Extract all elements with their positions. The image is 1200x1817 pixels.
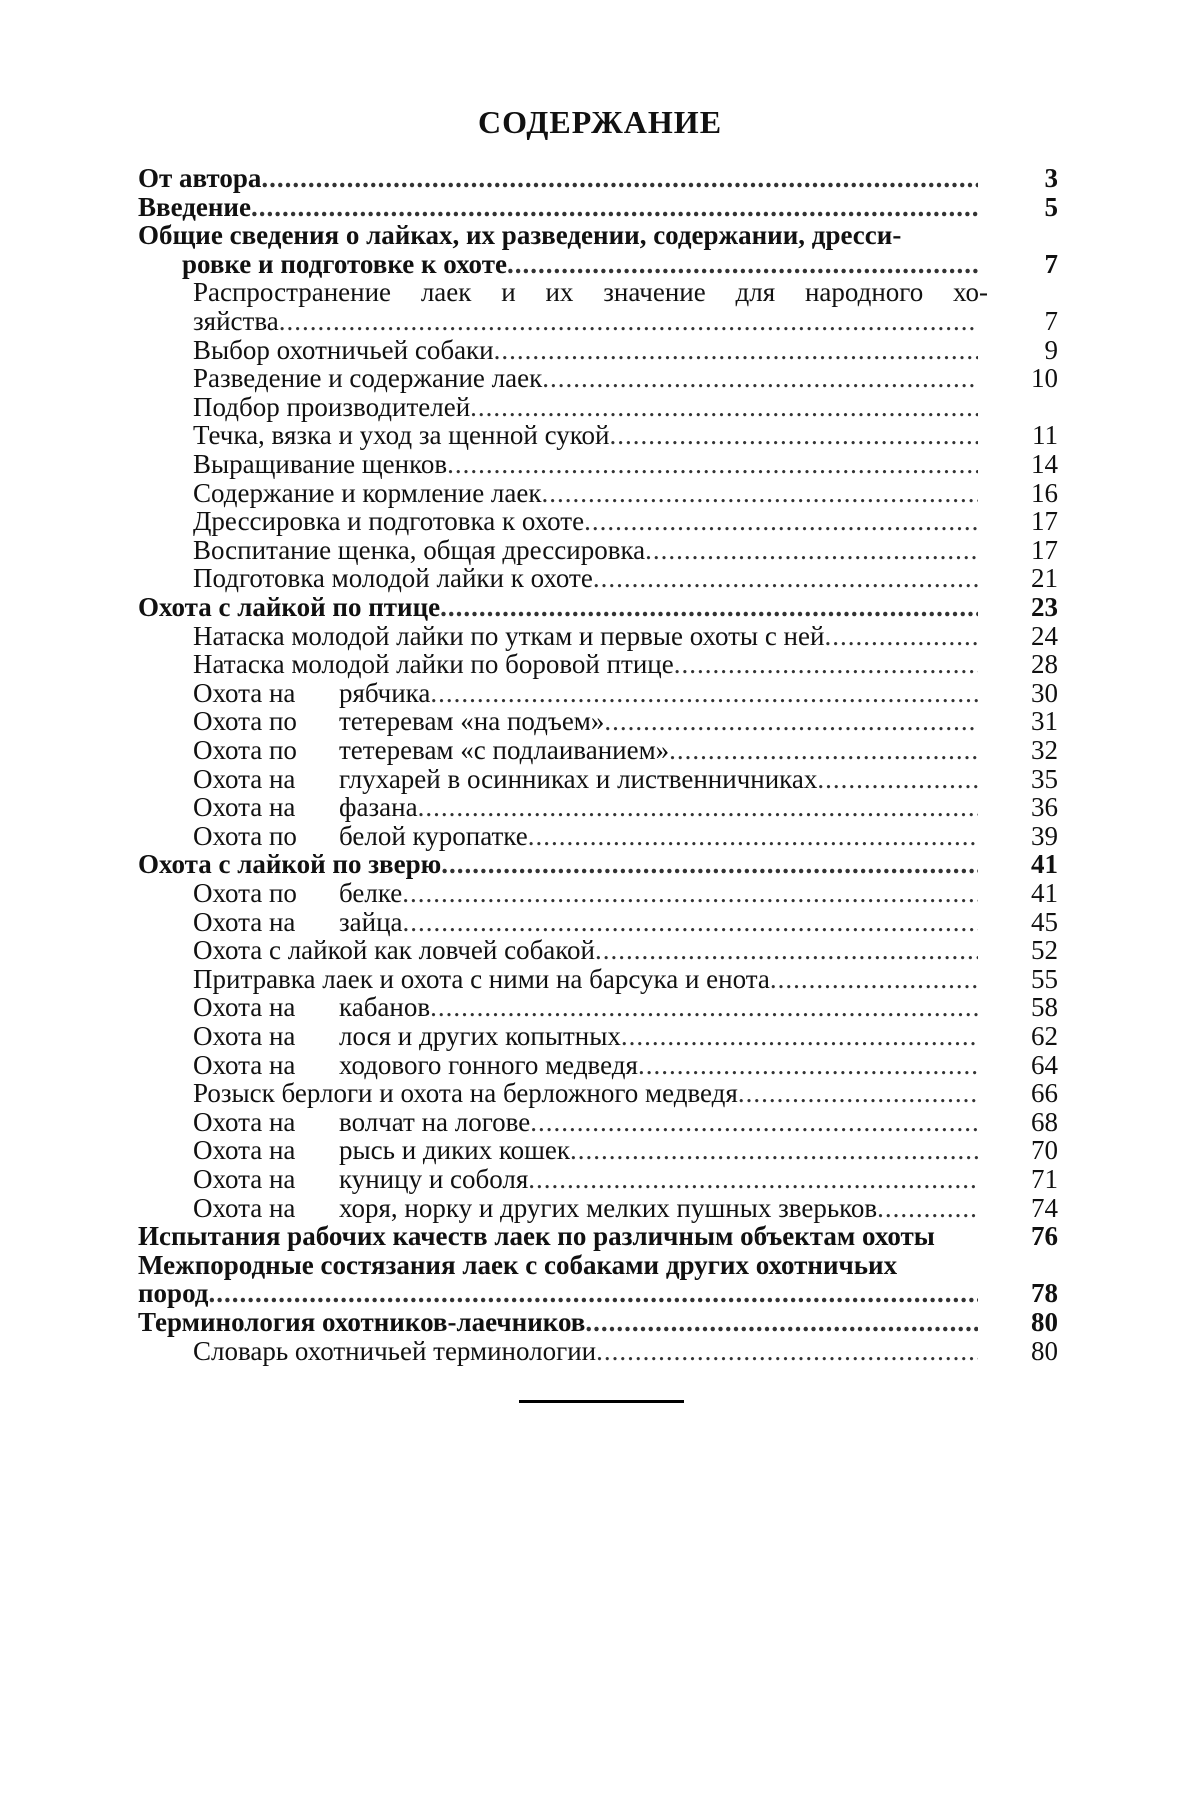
dot-leader bbox=[528, 822, 978, 851]
toc-page-number: 30 bbox=[1031, 677, 1058, 708]
toc-page-number: 39 bbox=[1031, 820, 1058, 851]
toc-page-number: 78 bbox=[1031, 1278, 1058, 1309]
dot-leader bbox=[604, 707, 978, 736]
toc-entry-title: Течка, вязка и уход за щенной сукой bbox=[193, 420, 610, 451]
toc-entry bbox=[193, 793, 1058, 822]
dot-leader bbox=[596, 1337, 978, 1366]
toc-entry bbox=[193, 1165, 1058, 1194]
dot-leader bbox=[430, 679, 978, 708]
toc-entry-title: Притравка лаек и охота с ними на барсука и енота bbox=[193, 963, 770, 994]
dot-leader bbox=[494, 336, 978, 365]
toc-entry bbox=[138, 221, 1058, 250]
dot-leader bbox=[817, 765, 978, 794]
toc-entry bbox=[193, 822, 1058, 851]
dot-leader bbox=[645, 536, 978, 565]
toc-entry-title: Подбор производителей bbox=[193, 391, 471, 422]
toc-entry bbox=[193, 1022, 1058, 1051]
toc-entry bbox=[193, 336, 1058, 365]
toc-entry bbox=[193, 736, 1058, 765]
toc-entry-prefix: Охота на bbox=[193, 1164, 296, 1194]
toc-entry bbox=[193, 936, 1058, 965]
toc-entry-title: тетеревам «на подъем» bbox=[339, 706, 605, 737]
toc-entry-prefix: Охота на bbox=[193, 1106, 296, 1137]
dot-leader bbox=[441, 850, 978, 879]
toc-entry-title: тетеревам «с подлаиванием» bbox=[339, 735, 670, 765]
toc-entry bbox=[193, 765, 1058, 794]
toc-page-number: 76 bbox=[1031, 1221, 1058, 1252]
toc-entry-prefix: Охота на bbox=[193, 792, 296, 823]
toc-entry bbox=[193, 393, 1058, 422]
toc-page-number: 31 bbox=[1031, 706, 1058, 737]
toc-entry-title: рысь и диких кошек bbox=[339, 1135, 571, 1166]
toc-page-number: 41 bbox=[1031, 849, 1058, 880]
toc-page-number: 24 bbox=[1031, 620, 1058, 651]
toc-page-number: 74 bbox=[1031, 1192, 1058, 1223]
toc-entry-title: хоря, норку и других мелких пушных зверьков bbox=[339, 1192, 878, 1223]
dot-leader bbox=[584, 507, 978, 536]
toc-entry-title: Разведение и содержание лаек bbox=[193, 363, 543, 394]
dot-leader bbox=[208, 1279, 978, 1308]
toc-entry bbox=[193, 564, 1058, 593]
dot-leader bbox=[507, 250, 978, 279]
toc-entry-title: Подготовка молодой лайки к охоте bbox=[193, 563, 593, 594]
toc-entry-prefix: Охота на bbox=[193, 1021, 296, 1051]
toc-entry-title: глухарей в осинниках и лиственничниках bbox=[339, 763, 818, 794]
toc-entry-prefix: Охота по bbox=[193, 878, 297, 908]
dot-leader bbox=[251, 193, 978, 222]
toc-entry bbox=[193, 536, 1058, 565]
toc-page-number: 9 bbox=[1044, 334, 1058, 365]
toc-entry bbox=[193, 507, 1058, 536]
toc-entry bbox=[193, 364, 1058, 393]
toc-page-number: 45 bbox=[1031, 906, 1058, 937]
toc-page-number: 16 bbox=[1031, 477, 1058, 508]
dot-leader bbox=[877, 1194, 978, 1223]
toc-entry-title: Общие сведения о лайках, их разведении, содержании, дресси- bbox=[138, 220, 902, 251]
dot-leader bbox=[542, 364, 978, 393]
toc-entry bbox=[193, 450, 1058, 479]
toc-entry bbox=[138, 1308, 1058, 1337]
toc-entry-prefix: Охота на bbox=[193, 1192, 296, 1223]
dot-leader bbox=[770, 965, 978, 994]
toc-page-number: 64 bbox=[1031, 1049, 1058, 1080]
toc-page-number: 10 bbox=[1031, 363, 1058, 394]
toc-page-number: 17 bbox=[1031, 534, 1058, 565]
toc-page-number: 80 bbox=[1031, 1307, 1058, 1337]
toc-entry-title: Натаска молодой лайки по уткам и первые охоты с ней bbox=[193, 620, 825, 651]
dot-leader bbox=[669, 736, 978, 765]
page-title: СОДЕРЖАНИЕ bbox=[477, 104, 723, 140]
toc-entry-title: Охота с лайкой как ловчей собакой bbox=[193, 935, 595, 966]
toc-entry-title: Охота с лайкой по птице bbox=[138, 592, 441, 622]
toc-entry-title: От автора bbox=[138, 163, 262, 193]
toc-page-number: 71 bbox=[1031, 1164, 1058, 1194]
toc-entry bbox=[193, 1136, 1058, 1165]
toc-entry-title: Испытания рабочих качеств лаек по различным объектам охоты bbox=[138, 1221, 935, 1252]
toc-entry bbox=[193, 879, 1058, 908]
toc-entry bbox=[193, 993, 1058, 1022]
toc-entry bbox=[138, 1279, 1058, 1308]
dot-leader bbox=[440, 593, 978, 622]
toc-entry-prefix: Охота по bbox=[193, 820, 297, 851]
toc-entry-title: Введение bbox=[138, 191, 251, 222]
toc-entry-title: Воспитание щенка, общая дрессировка bbox=[193, 534, 646, 565]
toc-entry-title: Натаска молодой лайки по боровой птице bbox=[193, 649, 674, 680]
toc-page-number: 14 bbox=[1031, 449, 1058, 479]
toc-page-number: 3 bbox=[1044, 163, 1058, 193]
toc-entry-prefix: Охота на bbox=[193, 763, 296, 794]
toc-page-number: 55 bbox=[1031, 963, 1058, 994]
toc-entry-title: лося и других копытных bbox=[339, 1021, 621, 1051]
toc-entry-title: ходового гонного медведя bbox=[339, 1049, 638, 1080]
toc-page-number: 66 bbox=[1031, 1078, 1058, 1109]
toc-page-number: 28 bbox=[1031, 649, 1058, 680]
toc-page-number: 21 bbox=[1031, 563, 1058, 594]
toc-entry bbox=[193, 707, 1058, 736]
toc-entry-title: кабанов bbox=[339, 992, 431, 1023]
toc-entry bbox=[193, 1079, 1058, 1108]
toc-page-number: 7 bbox=[1044, 248, 1058, 279]
toc-entry-title: Розыск берлоги и охота на берложного медведя bbox=[193, 1078, 738, 1109]
toc-entry bbox=[193, 421, 1058, 450]
toc-page-number: 52 bbox=[1031, 935, 1058, 966]
dot-leader bbox=[530, 1108, 978, 1137]
toc-entry-prefix: Охота по bbox=[193, 706, 297, 737]
dot-leader bbox=[621, 1022, 978, 1051]
toc-entry bbox=[193, 1051, 1058, 1080]
toc-entry-title: пород bbox=[138, 1278, 209, 1309]
toc-entry-title: зайца bbox=[339, 906, 403, 937]
toc-entry-prefix: Охота по bbox=[193, 735, 297, 765]
toc-entry-title: фазана bbox=[339, 792, 418, 823]
toc-entry bbox=[138, 850, 1058, 879]
toc-entry-title: Выращивание щенков bbox=[193, 449, 448, 479]
toc-entry bbox=[193, 622, 1058, 651]
dot-leader bbox=[447, 450, 978, 479]
toc-page-number: 62 bbox=[1031, 1021, 1058, 1051]
dot-leader bbox=[430, 993, 978, 1022]
toc-entry-title: Выбор охотничьей собаки bbox=[193, 334, 494, 365]
toc-entry bbox=[182, 250, 1058, 279]
toc-entry-title: рябчика bbox=[339, 677, 431, 708]
toc-page-number: 17 bbox=[1031, 506, 1058, 537]
dot-leader bbox=[593, 564, 978, 593]
toc-entry-title: Межпородные состязания лаек с собаками других охотничьих bbox=[138, 1249, 898, 1280]
toc-page-number: 36 bbox=[1031, 792, 1058, 823]
toc-entry-prefix: Охота на bbox=[193, 992, 296, 1023]
toc-entry bbox=[138, 193, 1058, 222]
dot-leader bbox=[570, 1136, 978, 1165]
dot-leader bbox=[609, 421, 978, 450]
toc-entry-prefix: Охота на bbox=[193, 677, 296, 708]
toc-page-number: 58 bbox=[1031, 992, 1058, 1023]
dot-leader bbox=[638, 1051, 978, 1080]
toc-entry bbox=[193, 965, 1058, 994]
toc-entry bbox=[193, 1108, 1058, 1137]
toc-page-number: 35 bbox=[1031, 763, 1058, 794]
toc-entry bbox=[193, 908, 1058, 937]
dot-leader bbox=[528, 1165, 978, 1194]
toc-page-number: 80 bbox=[1031, 1335, 1058, 1366]
toc-entry-title: белке bbox=[339, 878, 403, 908]
toc-entry-title: куницу и соболя bbox=[339, 1164, 529, 1194]
toc-page-number: 70 bbox=[1031, 1135, 1058, 1166]
toc-entry-title: Терминология охотников-лаечников bbox=[138, 1307, 586, 1337]
toc-entry-title: Распространение лаек и их значение для народного хо- bbox=[193, 277, 988, 308]
toc-entry-title: белой куропатке bbox=[339, 820, 528, 851]
dot-leader bbox=[470, 393, 978, 422]
toc-entry bbox=[193, 479, 1058, 508]
toc-entry-prefix: Охота на bbox=[193, 906, 296, 937]
toc-page-number: 5 bbox=[1044, 191, 1058, 222]
dot-leader bbox=[261, 164, 978, 193]
toc-page-number: 23 bbox=[1031, 592, 1058, 622]
toc-page-number: 7 bbox=[1044, 306, 1058, 336]
dot-leader bbox=[595, 936, 978, 965]
dot-leader bbox=[279, 307, 978, 336]
toc-page-number: 68 bbox=[1031, 1106, 1058, 1137]
toc-entry-title: волчат на логове bbox=[339, 1106, 531, 1137]
toc-entry-title: зяйства bbox=[193, 306, 279, 336]
toc-entry-title: Словарь охотничьей терминологии bbox=[193, 1335, 597, 1366]
toc-entry bbox=[193, 307, 1058, 336]
toc-entry-prefix: Охота на bbox=[193, 1049, 296, 1080]
toc-entry-prefix: Охота на bbox=[193, 1135, 296, 1166]
toc-entry bbox=[138, 164, 1058, 193]
toc-entry bbox=[193, 650, 1058, 679]
toc-entry bbox=[138, 1222, 1058, 1251]
dot-leader bbox=[403, 908, 978, 937]
toc-entry-title: Дрессировка и подготовка к охоте bbox=[193, 506, 585, 537]
dot-leader bbox=[674, 650, 978, 679]
toc-entry-title: Содержание и кормление лаек bbox=[193, 477, 542, 508]
toc-page-number: 32 bbox=[1031, 735, 1058, 765]
dot-leader bbox=[402, 879, 978, 908]
toc-entry bbox=[193, 679, 1058, 708]
dot-leader bbox=[542, 479, 979, 508]
toc-entry bbox=[193, 1194, 1058, 1223]
toc-entry bbox=[193, 278, 1058, 307]
dot-leader bbox=[418, 793, 978, 822]
toc-page-number: 11 bbox=[1032, 420, 1058, 451]
end-rule bbox=[519, 1400, 684, 1403]
dot-leader bbox=[585, 1308, 978, 1337]
dot-leader bbox=[824, 622, 978, 651]
toc-entry-title: ровке и подготовке к охоте bbox=[182, 248, 507, 279]
toc-entry bbox=[138, 1251, 1058, 1280]
toc-page-number: 41 bbox=[1031, 878, 1058, 908]
toc-entry bbox=[138, 593, 1058, 622]
toc-entry bbox=[193, 1337, 1058, 1366]
toc-entry-title: Охота с лайкой по зверю bbox=[138, 849, 442, 880]
dot-leader bbox=[738, 1079, 978, 1108]
